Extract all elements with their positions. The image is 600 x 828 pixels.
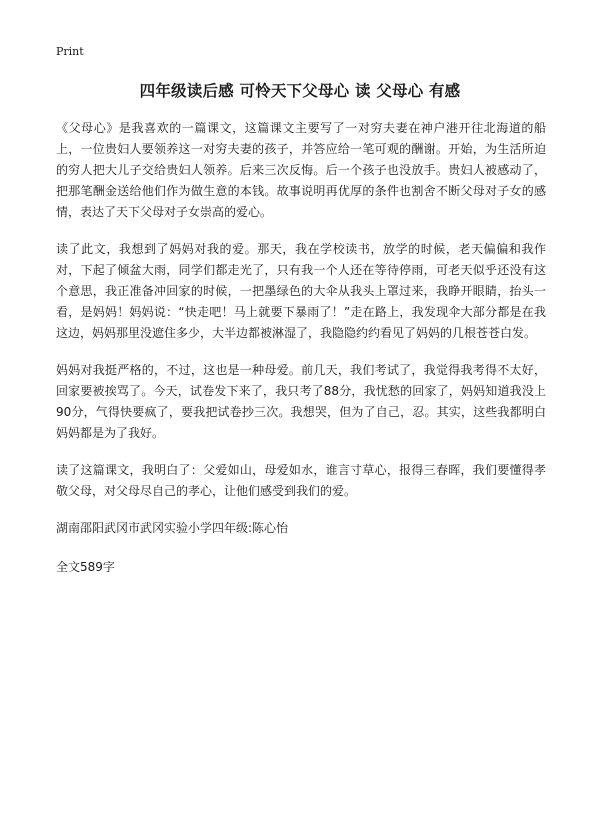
word-count: 全文589字 bbox=[56, 560, 115, 574]
author-line: 湖南邵阳武冈市武冈实验小学四年级:陈心怡 bbox=[56, 521, 289, 535]
article-paragraph: 妈妈对我挺严格的，不过，这也是一种母爱。前几天，我们考试了，我觉得我考得不太好，回家要被挨骂了。今天，试卷发下来了，我只考了88分，我忧愁的回家了，妈妈知道我没上90分，气得快要疯了，要我把试卷抄三次。我想哭，但为了自己，忍。其实，这些我都明白妈妈都是为了我好。 bbox=[56, 363, 546, 440]
article-paragraph: 《父母心》是我喜欢的一篇课文，这篇课文主要写了一对穷夫妻在神户港开往北海道的船上，一位贵妇人要领养这一对穷夫妻的孩子，并答应给一笔可观的酬谢。开始，为生活所迫的穷人把大儿子交给贵妇人领养。后来三次反悔。后一个孩子也没放手。贵妇人被感动了，把那笔酬金送给他们作为做生意的本钱。故事说明再优厚的条件也割舍不断父母对子女的感情，表达了天下父母对子女崇高的爱心。 bbox=[56, 121, 546, 219]
article-title: 四年级读后感 可怜天下父母心 读 父母心 有感 bbox=[139, 82, 461, 100]
article-paragraph: 读了此文，我想到了妈妈对我的爱。那天，我在学校读书，放学的时候，老天偏偏和我作对，下起了倾盆大雨，同学们都走光了，只有我一个人还在等待停雨，可老天似乎还没有这个意思，我正准备冲回家的时候，一把墨绿色的大伞从我头上罩过来，我睁开眼睛，抬头一看，是妈妈！妈妈说：“快走吧！马上就要下暴雨了！”走在路上，我发现伞大部分都是在我这边，妈妈那里没遮住多少，大半边都被淋湿了，我隐隐约约看见了妈妈的几根苍苍白发。 bbox=[56, 242, 546, 340]
article-body bbox=[56, 118, 546, 596]
print-link[interactable]: Print bbox=[56, 45, 84, 58]
article-paragraph: 读了这篇课文，我明白了：父爱如山，母爱如水，谁言寸草心，报得三春晖，我们要懂得孝敬父母，对父母尽自己的孝心，让他们感受到我们的爱。 bbox=[56, 463, 546, 498]
